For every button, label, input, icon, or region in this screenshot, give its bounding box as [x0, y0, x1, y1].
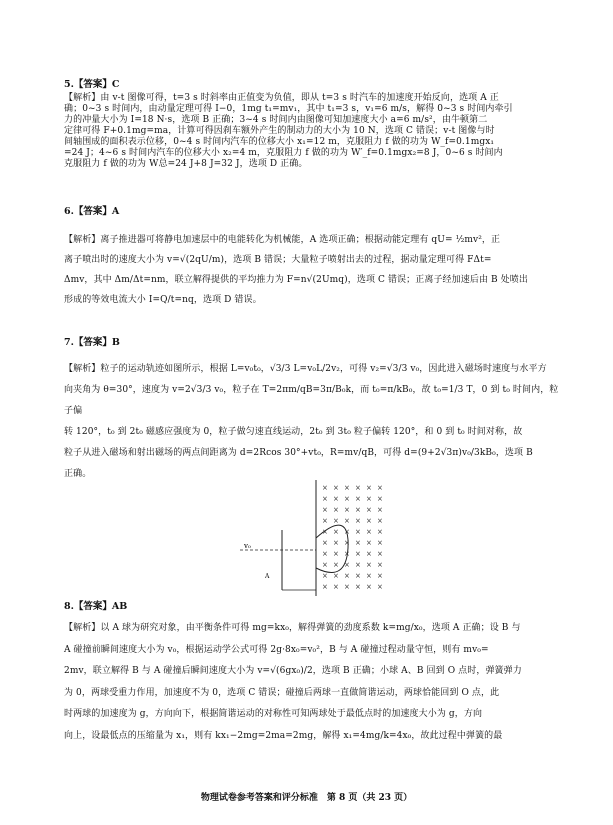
q5-line: 力的冲量大小为 I=18 N·s，选项 B 正确；3~4 s 时间内由图像可知加速度大小 a=6 m/s²，由牛顿第二 [64, 115, 488, 125]
q8-line: 向上，设最低点的压缩量为 x₁，则有 kx₁−2mg=2ma=2mg，解得 x₁=4mg/k=4x₀，故此过程中弹簧的最 [64, 730, 503, 741]
field-cross-mark: × [322, 561, 328, 569]
q7-line: 粒子从进入磁场和射出磁场的两点间距离为 d=2Rcos 30°+vt₀，R=mv/qB，可得 d=(9+2√3π)v₀/3kB₀，选项 B [64, 448, 533, 458]
field-cross-mark: × [344, 583, 350, 591]
field-cross-mark: × [333, 561, 339, 569]
field-cross-mark: × [377, 550, 383, 558]
field-cross-mark: × [322, 484, 328, 492]
field-cross-mark: × [366, 495, 372, 503]
v0-label: v₀ [244, 542, 251, 550]
field-cross-mark: × [377, 583, 383, 591]
field-cross-mark: × [344, 506, 350, 514]
q5-line: 间轴围成的面积表示位移，0~4 s 时间内汽车的位移大小 x₁=12 m，克服阻力 f 做的功为 W_f=0.1mgx₁ [64, 137, 495, 147]
q5-analysis [64, 93, 564, 170]
field-cross-mark: × [377, 506, 383, 514]
q6-line: 离子喷出时的速度大小为 v=√(2qU/m)，选项 B 错误；大量粒子喷射出去的过程，据动量定理可得 FΔt= [64, 255, 492, 265]
field-cross-mark: × [333, 506, 339, 514]
q8-line: 【解析】以 A 球为研究对象，由平衡条件可得 mg=kx₀，解得弹簧的劲度系数 k=mg/x₀，选项 A 正确；设 B 与 [64, 623, 521, 633]
q5-line: 定律可得 F+0.1mg=ma，计算可得因刹车额外产生的制动力的大小为 10 N，选项 C 错误；v-t 图像与时 [64, 126, 495, 136]
q7-answer: 7.【答案】B [64, 337, 120, 348]
field-cross-mark: × [355, 517, 361, 525]
field-cross-mark: × [355, 561, 361, 569]
field-cross-mark: × [355, 495, 361, 503]
field-cross-mark: × [344, 561, 350, 569]
field-cross-mark: × [355, 528, 361, 536]
page-footer: 物理试卷参考答案和评分标准 第 8 页（共 23 页） [200, 793, 413, 803]
field-cross-mark: × [333, 539, 339, 547]
q5-answer: 5.【答案】C [64, 79, 120, 90]
q6-line: 【解析】离子推进器可将静电加速层中的电能转化为机械能，A 选项正确；根据动能定理有 qU= ½mv²，正 [64, 235, 501, 245]
field-cross-mark: × [355, 572, 361, 580]
field-cross-mark: × [366, 539, 372, 547]
q7-line: 转 120°，t₀ 到 2t₀ 磁感应强度为 0，粒子做匀速直线运动，2t₀ 到 3t₀ 粒子偏转 120°，和 0 到 t₀ 时间对称，故 [64, 427, 523, 437]
field-cross-mark: × [377, 528, 383, 536]
field-cross-mark: × [377, 572, 383, 580]
q8-analysis [64, 618, 564, 747]
q7-line: 【解析】粒子的运动轨迹如图所示，根据 L=v₀t₀，√3/3 L=v₀L/2v₂，可得 v₂=√3/3 v₀，因此进入磁场时速度与水平方 [64, 364, 547, 374]
field-cross-mark: × [344, 528, 350, 536]
field-cross-mark: × [355, 583, 361, 591]
q8-line: A 碰撞前瞬间速度大小为 v₀，根据运动学公式可得 2g·8x₀=v₀²，B 与 A 碰撞过程动量守恒，则有 mv₀= [64, 644, 489, 655]
field-cross-mark: × [366, 528, 372, 536]
q6-line: Δmv，其中 Δm/Δt=nm，联立解得提供的平均推力为 F=n√(2Umq)，选项 C 错误；正离子经加速后由 B 处喷出 [64, 275, 528, 285]
field-cross-mark: × [344, 484, 350, 492]
field-cross-mark: × [344, 572, 350, 580]
field-cross-mark: × [377, 484, 383, 492]
q5-line: 克服阻力 f 做的功为 W总=24 J+8 J=32 J，选项 D 正确。 [64, 159, 308, 169]
q5-line: =24 J；4~6 s 时间内汽车的位移大小 x₂=4 m，克服阻力 f 做的功为 W′_f=0.1mgx₂=8 J，0~6 s 时间内 [64, 148, 503, 158]
field-cross-mark: × [366, 517, 372, 525]
field-cross-mark: × [333, 572, 339, 580]
q7-analysis [64, 359, 564, 485]
field-cross-mark: × [333, 495, 339, 503]
field-cross-mark: × [344, 517, 350, 525]
field-cross-mark: × [322, 550, 328, 558]
field-cross-mark: × [344, 539, 350, 547]
field-cross-mark: × [366, 572, 372, 580]
field-cross-mark: × [377, 517, 383, 525]
field-cross-mark: × [322, 583, 328, 591]
field-cross-mark: × [322, 572, 328, 580]
field-cross-mark: × [366, 583, 372, 591]
q6-line: 形成的等效电流大小 I=Q/t=nq，选项 D 错误。 [64, 295, 262, 305]
field-cross-mark: × [377, 495, 383, 503]
field-cross-mark: × [322, 528, 328, 536]
q8-line: 时两球的加速度为 g，方向向下，根据简谐运动的对称性可知两球处于最低点时的加速度大小为 g，方向 [64, 709, 483, 719]
field-cross-mark: × [366, 550, 372, 558]
trajectory-figure [230, 478, 390, 598]
field-cross-mark: × [344, 495, 350, 503]
q5-line: 确；0~3 s 时间内，由动量定理可得 I−0，1mg t₁=mv₁，其中 t₁=3 s，v₁=6 m/s，解得 0~3 s 时间内牵引 [64, 104, 513, 114]
magnetic-field-crosses [322, 484, 383, 591]
field-cross-mark: × [333, 550, 339, 558]
field-cross-mark: × [377, 561, 383, 569]
field-cross-mark: × [355, 539, 361, 547]
q6-answer: 6.【答案】A [64, 206, 120, 217]
field-cross-mark: × [322, 539, 328, 547]
field-cross-mark: × [344, 550, 350, 558]
q7-line: 向夹角为 θ=30°，速度为 v=2√3/3 v₀，粒子在 T=2πm/qB=3π/B₀k，而 t₀=π/kB₀，故 t₀=1/3 T，0 到 t₀ 时间内，粒子偏 [64, 385, 559, 416]
field-cross-mark: × [333, 484, 339, 492]
field-cross-mark: × [355, 550, 361, 558]
field-cross-mark: × [366, 484, 372, 492]
q5-line: 【解析】由 v-t 图像可得，t=3 s 时斜率由正值变为负值，即从 t=3 s 时汽车的加速度开始反向，选项 A 正 [64, 93, 499, 103]
point-a-label: A [265, 573, 270, 580]
field-cross-mark: × [322, 517, 328, 525]
field-cross-mark: × [333, 528, 339, 536]
q6-analysis [64, 230, 564, 310]
field-cross-mark: × [366, 561, 372, 569]
field-cross-mark: × [333, 583, 339, 591]
field-cross-mark: × [322, 495, 328, 503]
field-cross-mark: × [377, 539, 383, 547]
q8-answer: 8.【答案】AB [64, 601, 128, 612]
q8-line: 2mv，联立解得 B 与 A 碰撞后瞬间速度大小为 v=√(6gx₀)/2，选项 B 正确；小球 A、B 回到 O 点时，弹簧弹力 [64, 666, 522, 676]
field-cross-mark: × [355, 484, 361, 492]
q8-line: 为 0，两球受重力作用，加速度不为 0，选项 C 错误；碰撞后两球一直做简谐运动，两球恰能回到 O 点，此 [64, 687, 500, 698]
q7-line: 正确。 [64, 469, 92, 479]
field-cross-mark: × [333, 517, 339, 525]
field-cross-mark: × [355, 506, 361, 514]
field-cross-mark: × [366, 506, 372, 514]
field-cross-mark: × [322, 506, 328, 514]
